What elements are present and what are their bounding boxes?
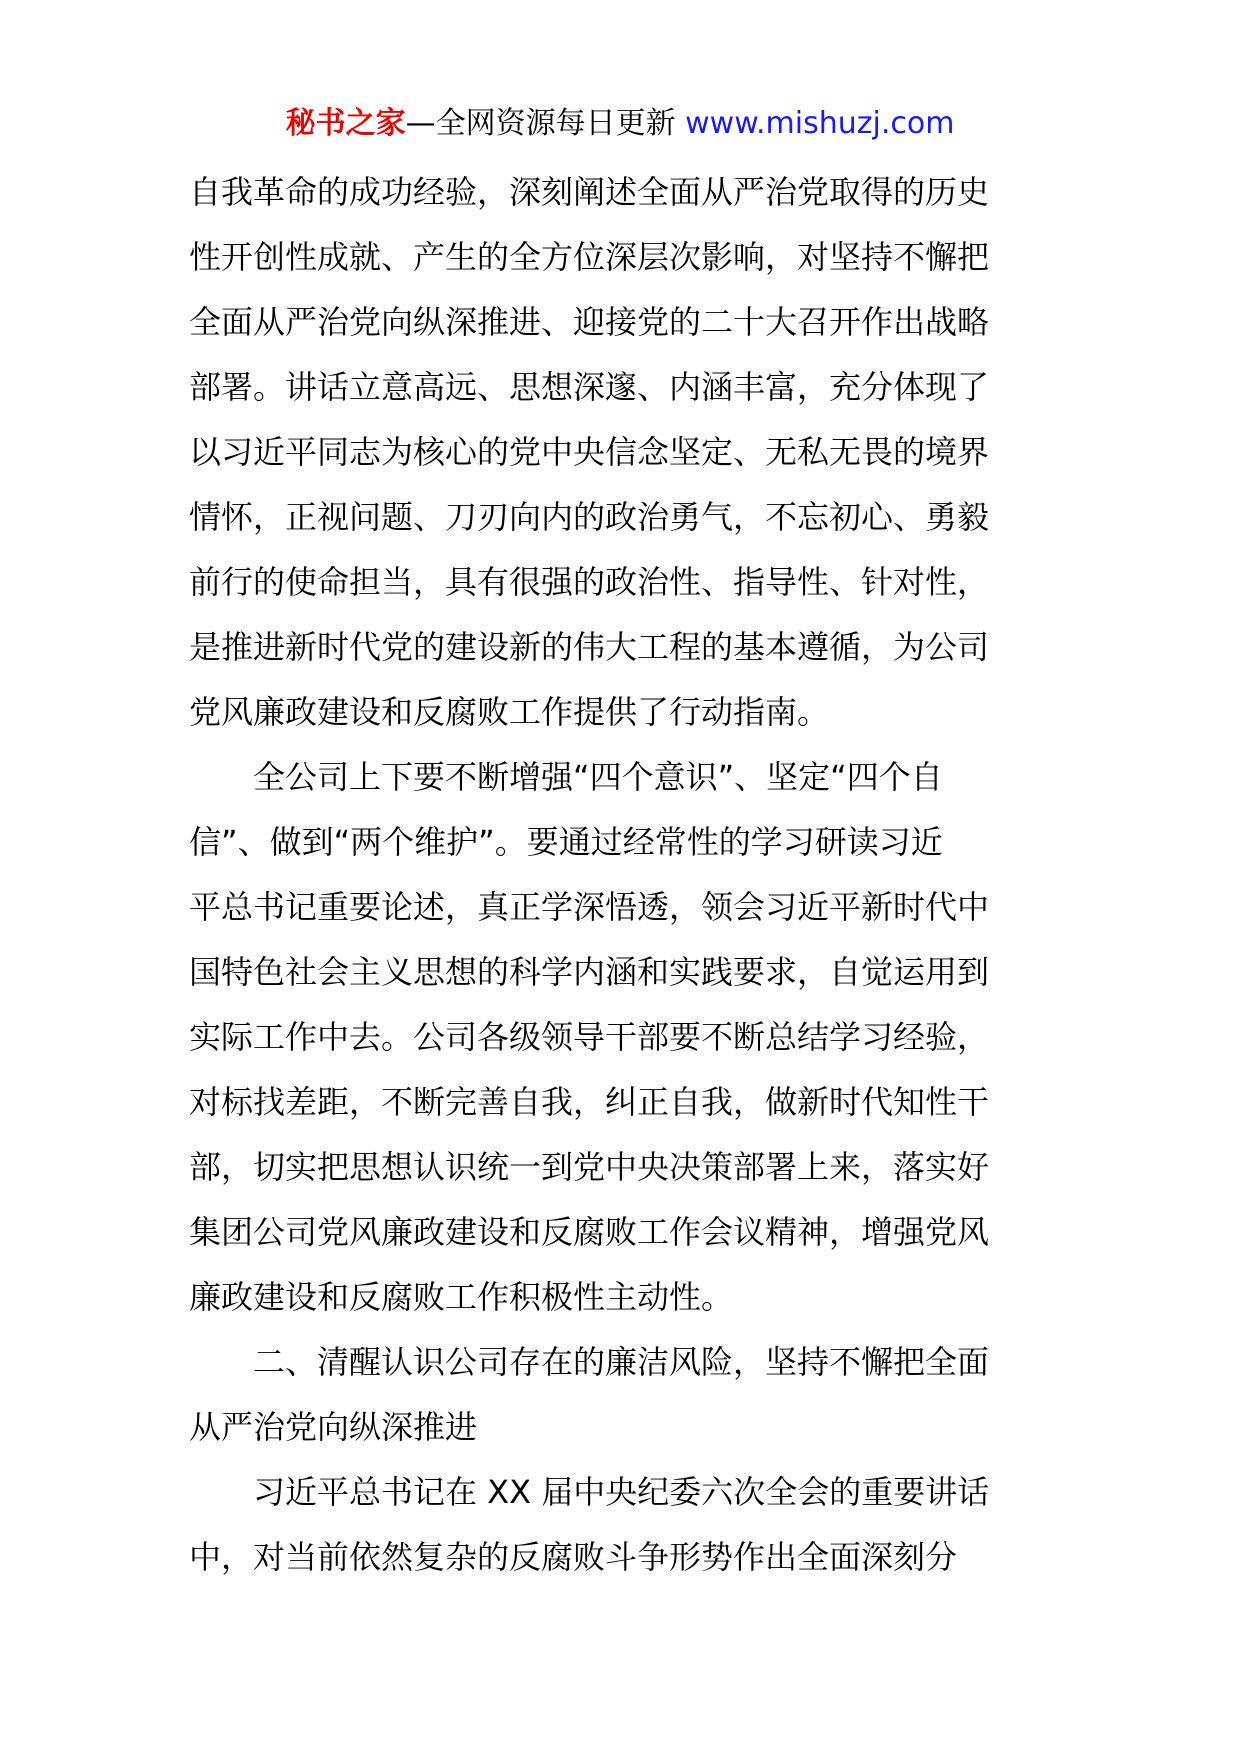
text-line: 集团公司党风廉政建设和反腐败工作会议精神，增强党风: [189, 1213, 990, 1251]
paragraph-1: [189, 160, 1057, 745]
heading-line: 从严治党向纵深推进: [189, 1408, 478, 1446]
text-line: 习近平总书记在 XX 届中央纪委六次全会的重要讲话: [253, 1473, 990, 1511]
text-line: 平总书记重要论述，真正学深悟透，领会习近平新时代中: [189, 888, 990, 926]
text-line: 对标找差距，不断完善自我，纠正自我，做新时代知性干: [189, 1083, 990, 1121]
heading-line: 二、清醒认识公司存在的廉洁风险，坚持不懈把全面: [253, 1343, 990, 1381]
text-line: 国特色社会主义思想的科学内涵和实践要求，自觉运用到: [189, 953, 990, 991]
page-header: [0, 104, 1240, 144]
brand-name: 秘书之家: [285, 106, 406, 141]
header-tagline: —全网资源每日更新: [405, 106, 686, 141]
text-line: 党风廉政建设和反腐败工作提供了行动指南。: [189, 693, 830, 731]
text-line: 中，对当前依然复杂的反腐败斗争形势作出全面深刻分: [189, 1538, 958, 1576]
text-line: 实际工作中去。公司各级领导干部要不断总结学习经验，: [189, 1018, 990, 1056]
text-line: 廉政建设和反腐败工作积极性主动性。: [189, 1278, 734, 1316]
text-line: 性开创性成就、产生的全方位深层次影响，对坚持不懈把: [189, 238, 990, 276]
text-line: 前行的使命担当，具有很强的政治性、指导性、针对性，: [189, 563, 990, 601]
text-line: 自我革命的成功经验，深刻阐述全面从严治党取得的历史: [189, 173, 990, 211]
paragraph-2: [189, 745, 1057, 1330]
document-body: [189, 160, 1057, 1590]
text-line: 全公司上下要不断增强“四个意识”、坚定“四个自: [253, 758, 943, 796]
text-line: 是推进新时代党的建设新的伟大工程的基本遵循，为公司: [189, 628, 990, 666]
text-line: 部，切实把思想认识统一到党中央决策部署上来，落实好: [189, 1148, 990, 1186]
site-url-link[interactable]: www.mishuzj.com: [685, 106, 955, 141]
text-line: 全面从严治党向纵深推进、迎接党的二十大召开作出战略: [189, 303, 990, 341]
text-line: 部署。讲话立意高远、思想深邃、内涵丰富，充分体现了: [189, 368, 990, 406]
section-heading: [189, 1330, 1057, 1460]
text-line: 以习近平同志为核心的党中央信念坚定、无私无畏的境界: [189, 433, 990, 471]
text-line: 信”、做到“两个维护”。要通过经常性的学习研读习近: [189, 823, 943, 861]
text-line: 情怀，正视问题、刀刃向内的政治勇气，不忘初心、勇毅: [189, 498, 990, 536]
paragraph-3: [189, 1460, 1057, 1590]
